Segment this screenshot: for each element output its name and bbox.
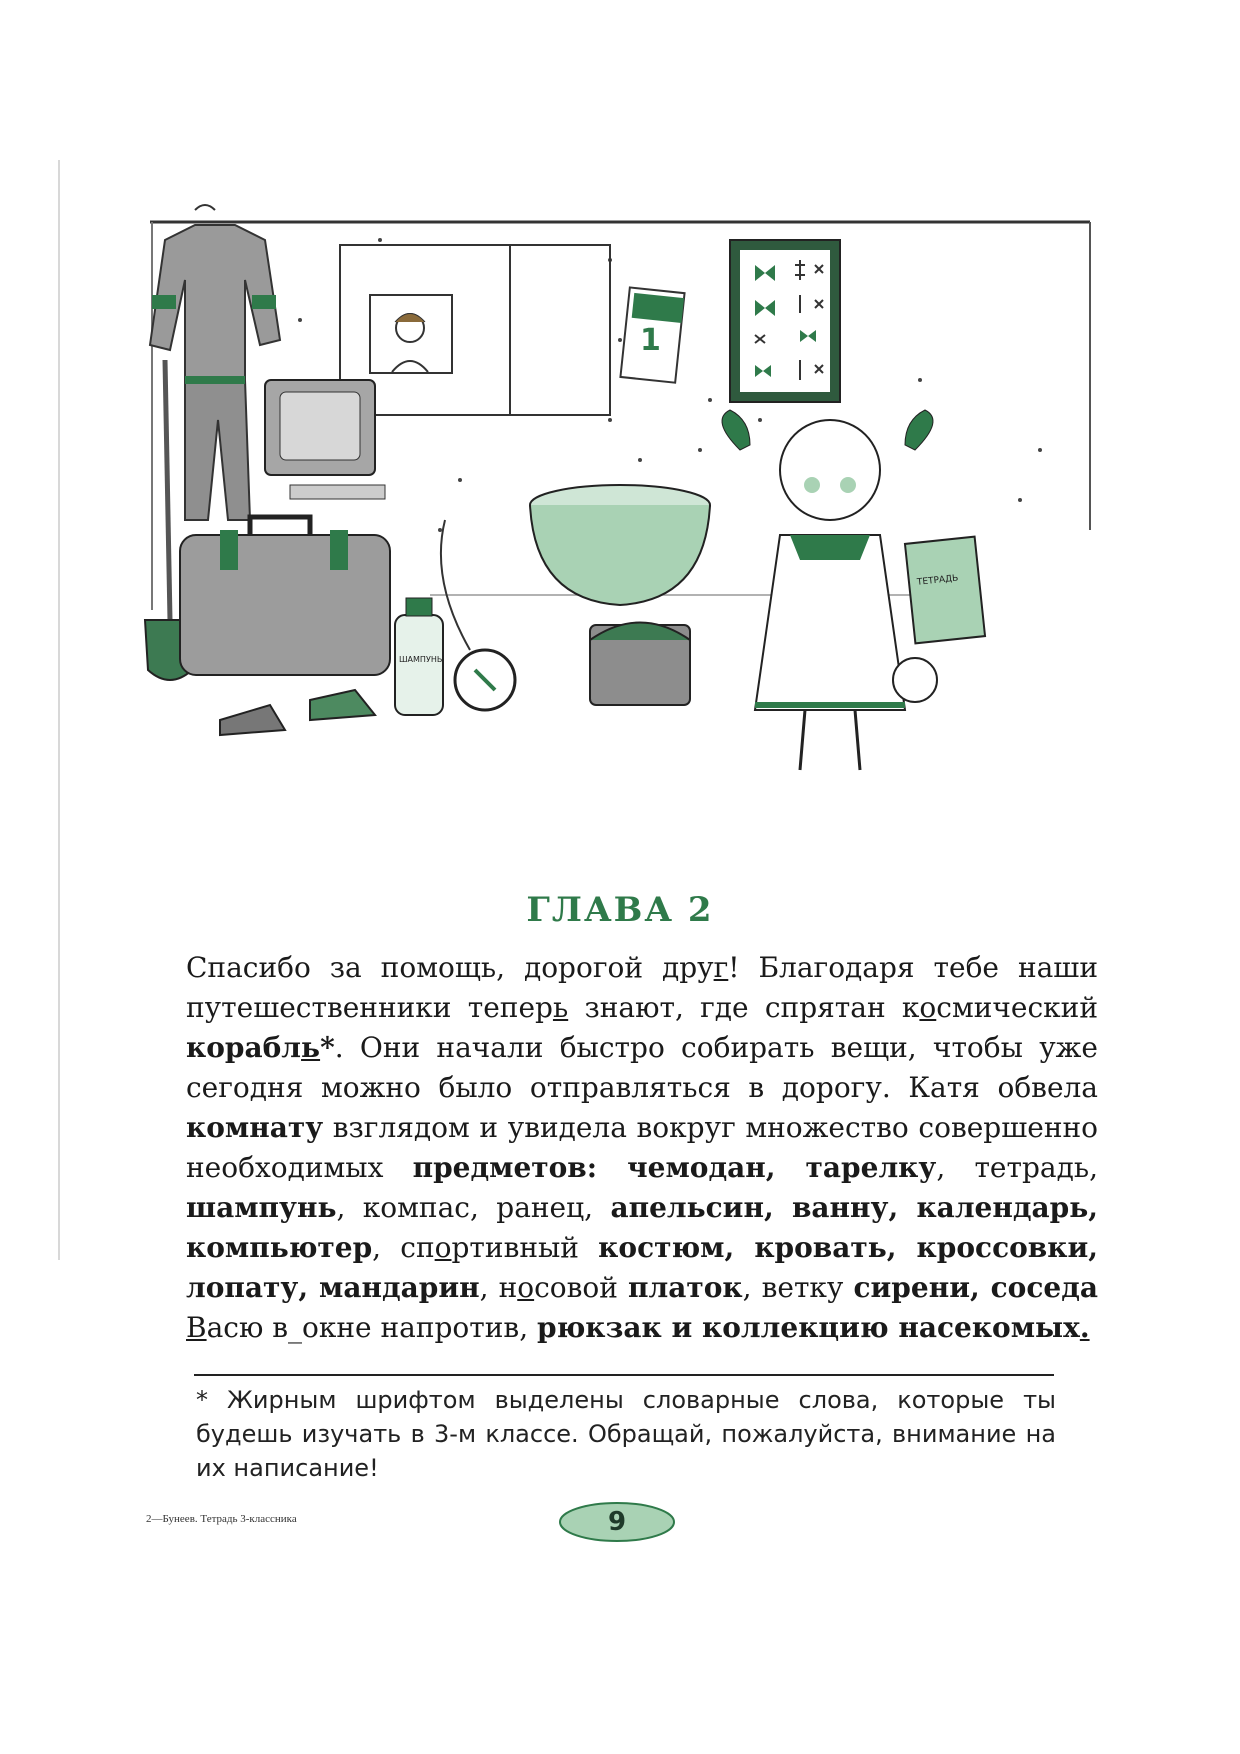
calendar-digit: 1 <box>640 323 661 358</box>
page-number: 9 <box>607 1507 627 1537</box>
bathtub <box>530 485 710 605</box>
text-run: о <box>434 1231 452 1264</box>
text-run: предметов: чемодан, тарелку <box>412 1151 937 1184</box>
text-run: , ветку <box>742 1271 854 1304</box>
main-text <box>186 948 1098 1348</box>
text-run: ь <box>301 1031 321 1064</box>
notebook-label: ТЕТРАДЬ <box>916 573 959 588</box>
text-run: ь <box>552 991 569 1024</box>
text-run: асю в_окне напротив, <box>206 1311 537 1344</box>
compass <box>441 520 515 710</box>
backpack <box>590 623 690 706</box>
footnote: * Жирным шрифтом выделены словарные слова, которые ты будешь изучать в 3-м классе. Обращай, пожалуйста, внимание на их написание! <box>196 1386 1056 1482</box>
text-run: комнату <box>186 1111 324 1144</box>
text-run: смический <box>936 991 1098 1024</box>
page-number-badge <box>557 1500 677 1544</box>
text-run: . <box>1079 1311 1090 1344</box>
insect-collection <box>730 240 840 402</box>
text-run: рюкзак и коллекцию насекомых <box>537 1311 1080 1344</box>
text-run: В <box>186 1311 207 1344</box>
text-run: взглядом и увидела вокруг множество совершенно необходимых <box>186 1111 1098 1184</box>
text-run: апельсин, ванну, календарь, компьютер <box>186 1191 1099 1264</box>
scan-edge <box>58 160 60 1260</box>
shampoo-label: ШАМПУНЬ <box>399 655 443 664</box>
text-run: ! Благодаря тебе наши путешественники тепер <box>186 951 1098 1024</box>
room-illustration <box>140 200 1100 860</box>
chapter-title: ГЛАВА 2 <box>526 890 714 930</box>
text-run: платок <box>628 1271 743 1304</box>
notebook <box>905 537 985 644</box>
text-run: костюм, кровать, кроссовки, лопату, мандарин <box>186 1231 1098 1304</box>
text-run: * <box>320 1031 335 1064</box>
text-run: корабл <box>186 1031 302 1064</box>
text-run: о <box>919 991 937 1024</box>
girl-katya <box>722 410 933 770</box>
orange <box>893 658 937 702</box>
text-run: шампунь <box>186 1191 337 1224</box>
text-run: Спасибо за помощь, дорогой дру <box>186 951 714 984</box>
text-run: , н <box>479 1271 518 1304</box>
calendar <box>620 287 684 382</box>
sneakers <box>220 690 375 735</box>
footnote-divider <box>194 1374 1054 1376</box>
shampoo <box>395 598 443 715</box>
text-run: г <box>713 951 729 984</box>
text-run: , компас, ранец, <box>336 1191 611 1224</box>
text-run: , сп <box>372 1231 435 1264</box>
print-info: 2—Бунеев. Тетрадь 3-классника <box>146 1513 297 1525</box>
text-run: о <box>517 1271 535 1304</box>
text-run: сирени, соседа <box>853 1271 1099 1304</box>
window-with-neighbor <box>340 245 610 415</box>
text-run: ртивный <box>451 1231 599 1264</box>
text-run: знают, где спрятан к <box>568 991 920 1024</box>
text-run: . Они начали быстро собирать вещи, чтобы уже сегодня можно было отправляться в дорогу. Катя обвела <box>186 1031 1098 1104</box>
suitcase <box>180 517 390 675</box>
text-run: , тетрадь, <box>936 1151 1098 1184</box>
computer <box>265 380 385 499</box>
text-run: совой <box>534 1271 629 1304</box>
